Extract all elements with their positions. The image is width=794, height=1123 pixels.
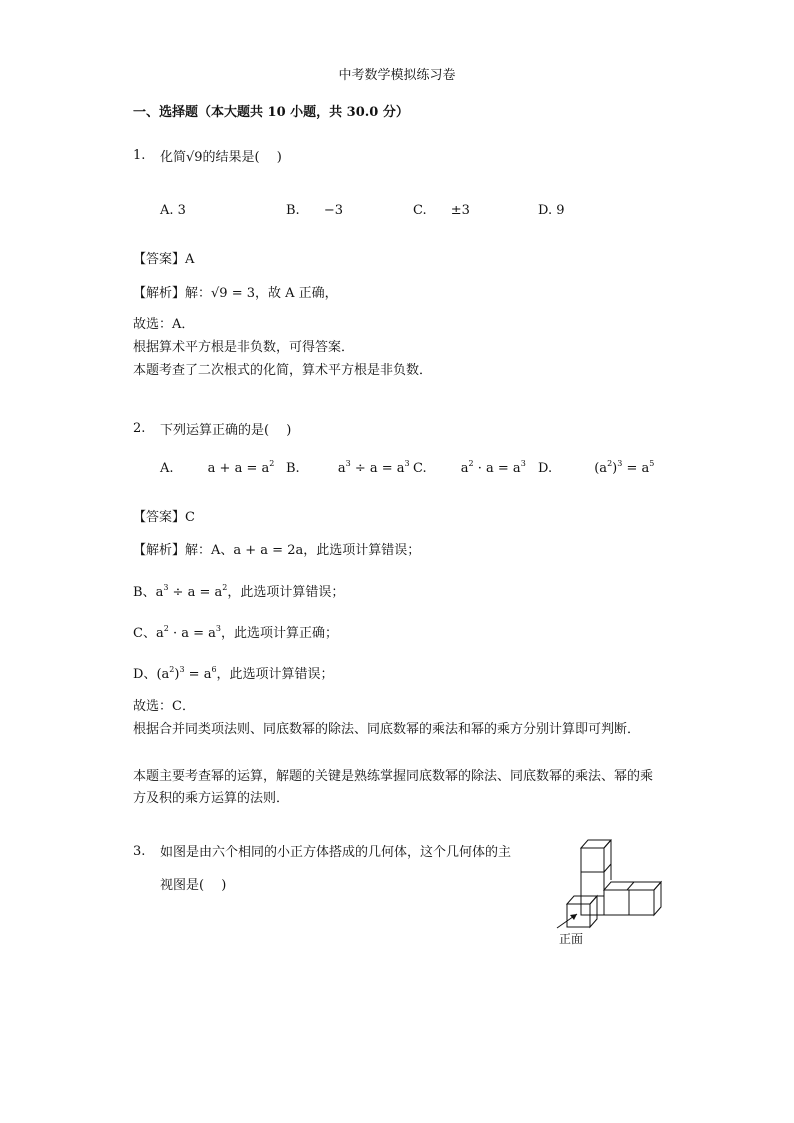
section-heading: 一、选择题（本大题共 10 小题，共 30.0 分） bbox=[133, 105, 409, 120]
option-letter: C. bbox=[413, 203, 427, 218]
option-letter: B. bbox=[286, 203, 300, 218]
analysis-math: √9 = 3 bbox=[211, 286, 255, 301]
q1-option-c bbox=[413, 203, 470, 218]
option-letter: D. bbox=[538, 203, 553, 218]
option-letter: D. bbox=[538, 461, 553, 476]
option-value: −3 bbox=[323, 203, 343, 218]
q1-summary: 本题考查了二次根式的化简，算术平方根是非负数． bbox=[133, 363, 433, 378]
option-value: ±3 bbox=[450, 203, 470, 218]
question-3-number: 3. bbox=[133, 844, 146, 859]
q2-reason: 根据合并同类项法则、同底数幂的除法、同底数幂的乘法和幂的乘方分别计算即可判断． bbox=[133, 722, 641, 737]
question-1-number: 1. bbox=[133, 148, 146, 163]
q2-analysis-d: D、$(a^2)^3 = a^6$，此选项计算错误； bbox=[133, 665, 334, 682]
analysis-label: 【解析】解：A、 bbox=[133, 543, 234, 558]
option-value: $(a^2)^3 = a^5$ bbox=[594, 459, 655, 476]
option-letter: A. bbox=[160, 203, 174, 218]
analysis-rest: ，此选项计算错误； bbox=[303, 543, 421, 558]
question-1-text: 化简√9的结果是( ) bbox=[160, 150, 282, 165]
q2-option-a bbox=[160, 461, 274, 476]
q1-reason: 根据算术平方根是非负数，可得答案． bbox=[133, 340, 355, 355]
page-title: 中考数学模拟练习卷 bbox=[338, 68, 456, 83]
q1-choose: 故选：A． bbox=[133, 317, 195, 332]
analysis-math: a + a = 2a bbox=[233, 543, 304, 558]
analysis-rest: ，故 A 正确， bbox=[255, 286, 338, 301]
question-3-text-line2: 视图是( ) bbox=[160, 878, 227, 893]
cube-figure bbox=[545, 832, 670, 950]
question-2-number: 2. bbox=[133, 421, 146, 436]
q1-answer: 【答案】A bbox=[133, 252, 195, 267]
option-value: 9 bbox=[556, 203, 565, 218]
q2-option-d bbox=[538, 461, 654, 476]
q2-choose: 故选：C． bbox=[133, 699, 195, 714]
option-letter: C. bbox=[413, 461, 427, 476]
q2-summary: 本题主要考查幂的运算，解题的关键是熟练掌握同底数幂的除法、同底数幂的乘法、幂的乘方及积的乘方运算的法则． bbox=[133, 769, 654, 806]
option-letter: B. bbox=[286, 461, 300, 476]
analysis-label: 【解析】解： bbox=[133, 286, 212, 301]
question-3-text-line1: 如图是由六个相同的小正方体搭成的几何体，这个几何体的主 bbox=[160, 845, 512, 860]
q2-analysis-b: B、$a^3 \div a = a^2$，此选项计算错误； bbox=[133, 583, 345, 600]
q1-analysis bbox=[133, 282, 338, 301]
q2-answer: 【答案】C bbox=[133, 510, 195, 525]
q2-analysis-c: C、$a^2 \cdot a = a^3$，此选项计算正确； bbox=[133, 624, 338, 641]
q1-option-b bbox=[286, 203, 343, 218]
q1-option-d bbox=[538, 203, 565, 218]
q2-option-c bbox=[413, 461, 526, 476]
figure-label: 正面 bbox=[559, 932, 584, 946]
option-value: $a + a = a^2$ bbox=[207, 459, 275, 476]
option-value: 3 bbox=[177, 203, 186, 218]
q1-option-a bbox=[160, 203, 186, 218]
q2-analysis-a bbox=[133, 539, 420, 558]
option-letter: A. bbox=[160, 461, 174, 476]
q2-option-b bbox=[286, 461, 410, 476]
option-value: $a^2 \cdot a = a^3$ bbox=[460, 459, 526, 476]
question-2-text: 下列运算正确的是( ) bbox=[160, 423, 292, 438]
option-value: $a^3 \div a = a^3$ bbox=[337, 459, 410, 476]
